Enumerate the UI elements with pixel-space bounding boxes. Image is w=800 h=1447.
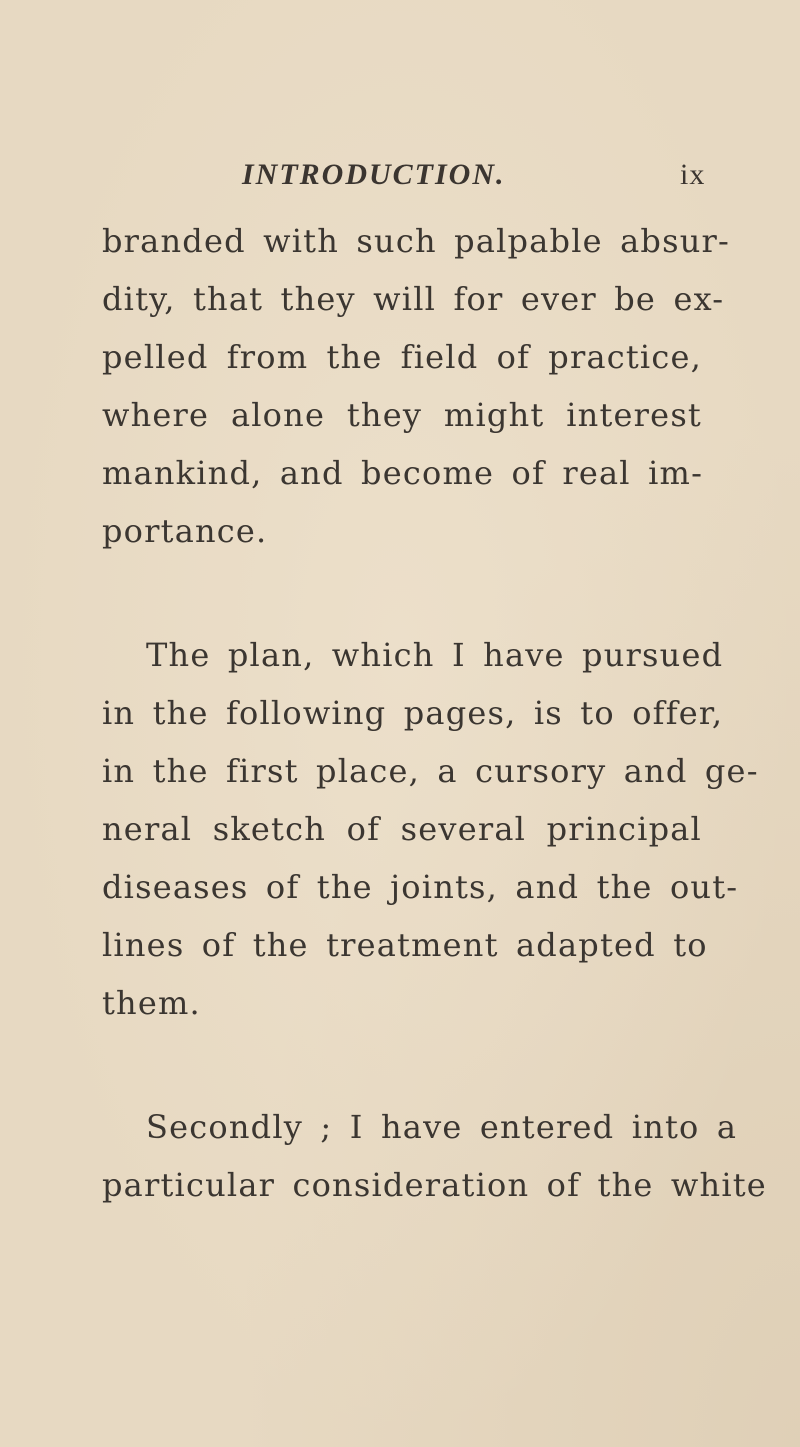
text-line: in the following pages, is to offer, xyxy=(102,694,724,732)
paragraph xyxy=(102,212,731,560)
paragraph xyxy=(102,626,759,1032)
paragraph-spacer xyxy=(102,560,702,626)
text-line: pelled from the field of practice, xyxy=(102,338,702,376)
body-text xyxy=(102,212,767,1214)
text-line: diseases of the joints, and the out- xyxy=(102,868,739,906)
text-line: dity, that they will for ever be ex- xyxy=(102,280,725,318)
page-number: ix xyxy=(680,158,706,191)
text-line: them. xyxy=(102,984,201,1022)
text-line: Secondly ; I have entered into a xyxy=(146,1108,738,1146)
text-line: where alone they might interest xyxy=(102,396,702,434)
text-line: mankind, and become of real im- xyxy=(102,454,704,492)
text-line: lines of the treatment adapted to xyxy=(102,926,708,964)
text-line: particular consideration of the white xyxy=(102,1166,767,1204)
text-line: portance. xyxy=(102,512,268,550)
text-line: in the first place, a cursory and ge- xyxy=(102,752,759,790)
running-head xyxy=(0,158,800,198)
paragraph xyxy=(102,1098,767,1214)
text-line: The plan, which I have pursued xyxy=(146,636,724,674)
text-line: neral sketch of several principal xyxy=(102,810,702,848)
text-line: branded with such palpable absur- xyxy=(102,222,731,260)
running-title: INTRODUCTION. xyxy=(242,158,506,191)
paragraph-spacer xyxy=(102,1032,702,1098)
